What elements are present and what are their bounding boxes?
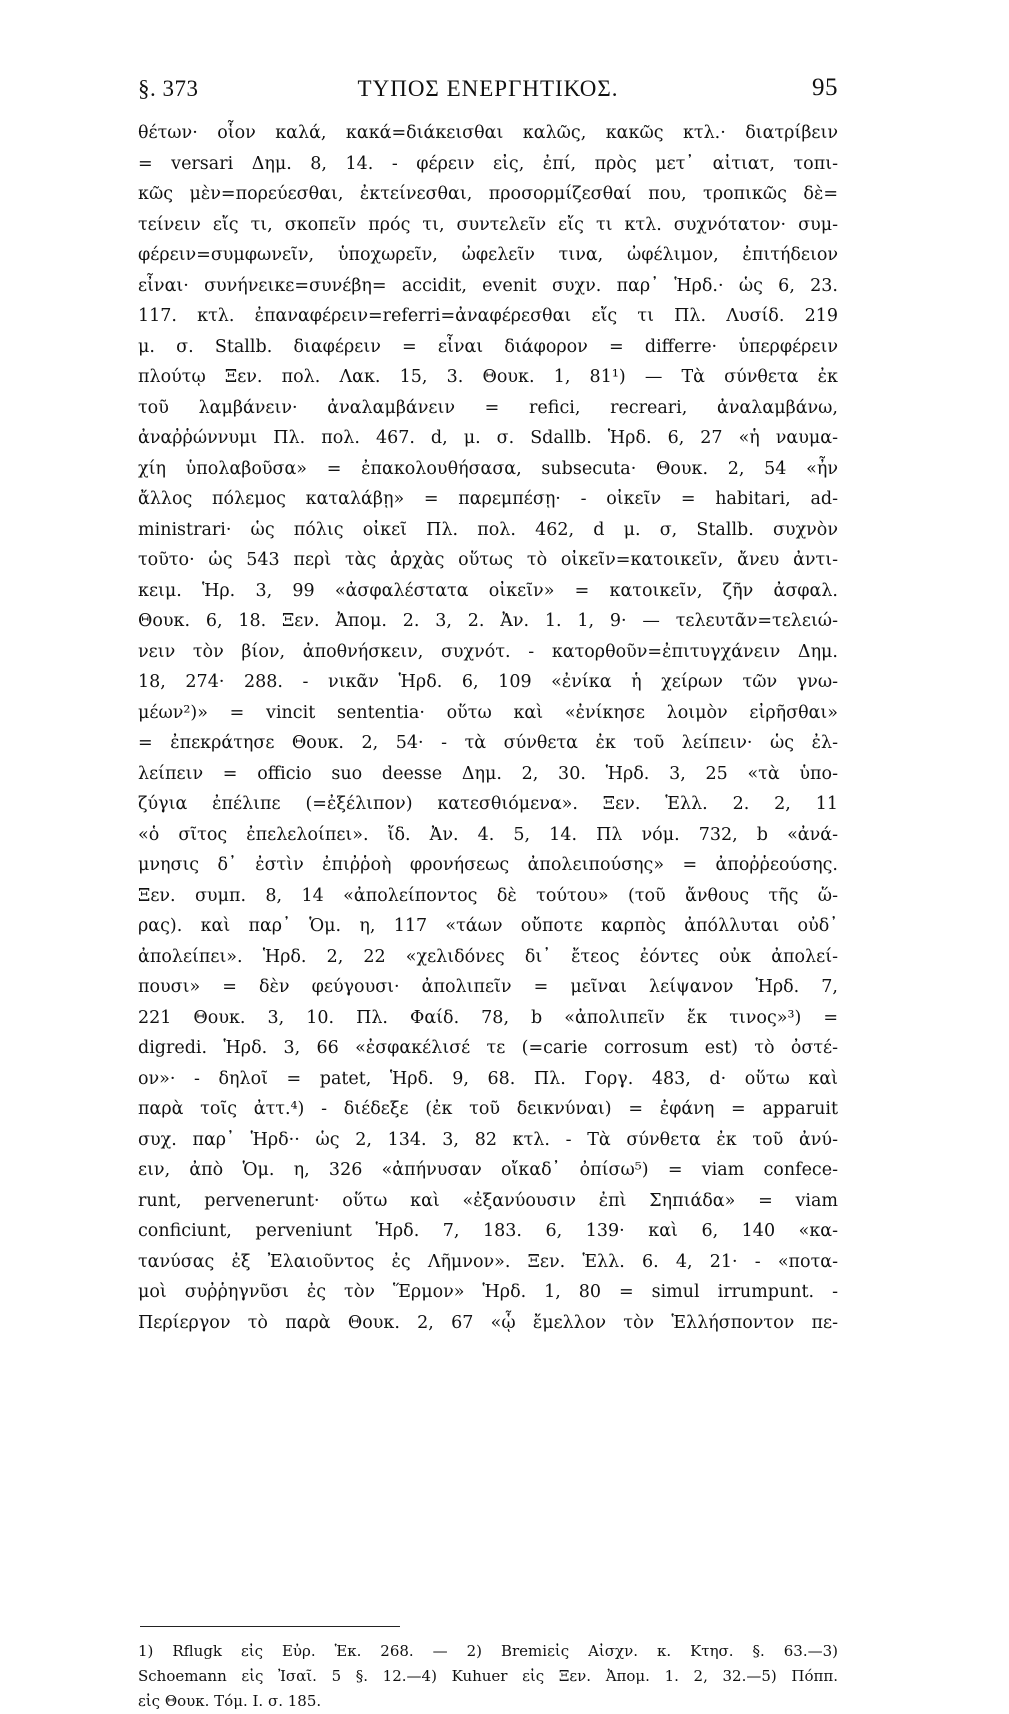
footnote-line: εἰς Θουκ. Τόμ. Ι. σ. 185.	[138, 1692, 322, 1710]
book-page	[138, 74, 838, 1710]
text-line: τείνειν εἴς τι, σκοπεῖν πρός τι, συντελεῖν εἴς τι κτλ. συχνότατον· συμ-	[138, 214, 838, 235]
footnote-line: Schoemann εἰς Ἰσαῖ. 5 §. 12.—4) Kuhuer εἰς Ξεν. Ἀπομ. 1. 2, 32.—5) Πόππ.	[138, 1667, 838, 1685]
text-line: conficiunt, perveniunt Ἡρδ. 7, 183. 6, 139· καὶ 6, 140 «κα-	[138, 1221, 838, 1241]
text-line: συχ. παρ᾽ Ἡρδ·· ὡς 2, 134. 3, 82 κτλ. - Τὰ σύνθετα ἐκ τοῦ ἀνύ-	[138, 1129, 838, 1150]
text-line: 117. κτλ. ἐπαναφέρειν=referri=ἀναφέρεσθαι εἴς τι Πλ. Λυσίδ. 219	[138, 306, 838, 326]
running-title: ΤΥΠΟΣ ΕΝΕΡΓΗΤΙΚΟΣ.	[357, 76, 619, 101]
text-line: θέτων· οἷον καλά, κακά=διάκεισθαι καλῶς, κακῶς κτλ.· διατρίβειν	[138, 123, 838, 143]
page-header	[138, 74, 838, 108]
footnotes	[138, 1639, 838, 1714]
text-line: παρὰ τοῖς ἀττ.⁴) - διέδεξε (ἐκ τοῦ δεικνύναι) = ἐφάνη = apparuit	[138, 1099, 838, 1119]
main-text	[138, 118, 838, 1338]
text-line: λείπειν = officio suo deesse Δημ. 2, 30. Ἡρδ. 3, 25 «τὰ ὑπο-	[138, 763, 838, 784]
text-line: = versari Δημ. 8, 14. - φέρειν εἰς, ἐπί, πρὸς μετ᾽ αἰτιατ, τοπι-	[138, 153, 838, 174]
text-line: Θουκ. 6, 18. Ξεν. Ἀπομ. 2. 3, 2. Ἀν. 1. 1, 9· — τελευτᾶν=τελειώ-	[138, 611, 838, 631]
text-line: runt, pervenerunt· οὕτω καὶ «ἐξανύουσιν ἐπὶ Σηπιάδα» = viam	[138, 1190, 838, 1211]
text-line: ον»· - δηλοῖ = patet, Ἡρδ. 9, 68. Πλ. Γοργ. 483, d· οὕτω καὶ	[138, 1068, 838, 1089]
footnote-line: 1) Rflugk εἰς Εὐρ. Ἑκ. 268. — 2) Bremiεἰς Αἰσχν. κ. Κτησ. §. 63.—3)	[138, 1642, 838, 1660]
text-line: μέων²)» = vincit sententia· οὕτω καὶ «ἐνίκησε λοιμὸν εἰρῆσθαι»	[138, 702, 838, 723]
text-line: κῶς μὲν=πορεύεσθαι, ἐκτείνεσθαι, προσορμίζεσθαί που, τροπικῶς δὲ=	[138, 184, 838, 204]
text-line: νειν τὸν βίον, ἀποθνήσκειν, συχνότ. - κατορθοῦν=ἐπιτυγχάνειν Δημ.	[138, 641, 838, 662]
text-line: «ὁ σῖτος ἐπελελοίπει». ἴδ. Ἀν. 4. 5, 14. Πλ νόμ. 732, b «ἀνά-	[138, 824, 838, 845]
text-line: μ. σ. Stallb. διαφέρειν = εἶναι διάφορον = differre· ὑπερφέρειν	[138, 336, 838, 357]
text-line: μνησις δ᾽ ἐστὶν ἐπιῤῥοὴ φρονήσεως ἀπολειπούσης» = ἀποῤῥεούσης.	[138, 855, 838, 875]
text-line: Περίεργον τὸ παρὰ Θουκ. 2, 67 «ᾧ ἔμελλον τὸν Ἑλλήσποντον πε-	[138, 1312, 838, 1333]
text-line: ρας). καὶ παρ᾽ Ὁμ. η, 117 «τάων οὔποτε καρπὸς ἀπόλλυται οὐδ᾽	[138, 916, 838, 936]
text-line: 221 Θουκ. 3, 10. Πλ. Φαίδ. 78, b «ἀπολιπεῖν ἔκ τινος»³) =	[138, 1007, 838, 1028]
text-line: = ἐπεκράτησε Θουκ. 2, 54· - τὰ σύνθετα ἐκ τοῦ λείπειν· ὡς ἐλ-	[138, 733, 838, 753]
text-line: χίη ὑπολαβοῦσα» = ἐπακολουθήσασα, subsecuta· Θουκ. 2, 54 «ἦν	[138, 458, 838, 479]
text-line: φέρειν=συμφωνεῖν, ὑποχωρεῖν, ὠφελεῖν τινα, ὠφέλιμον, ἐπιτήδειον	[138, 245, 838, 265]
text-line: ἄλλος πόλεμος καταλάβῃ» = παρεμπέσῃ· - οἰκεῖν = habitari, ad-	[138, 489, 838, 509]
text-line: κειμ. Ἡρ. 3, 99 «ἀσφαλέστατα οἰκεῖν» = κατοικεῖν, ζῆν ἀσφαλ.	[138, 580, 838, 601]
text-line: τοῦτο· ὡς 543 περὶ τὰς ἀρχὰς οὕτως τὸ οἰκεῖν=κατοικεῖν, ἄνευ ἀντι-	[138, 550, 838, 570]
text-line: ειν, ἀπὸ Ὁμ. η, 326 «ἀπήνυσαν οἴκαδ᾽ ὀπίσω⁵) = viam confece-	[138, 1160, 838, 1180]
text-line: τανύσας ἐξ Ἐλαιοῦντος ἐς Λῆμνον». Ξεν. Ἑλλ. 6. 4, 21· - «ποτα-	[138, 1251, 838, 1272]
text-line: ἀναῤῥώννυμι Πλ. πολ. 467. d, μ. σ. Sdallb. Ἡρδ. 6, 27 «ἡ ναυμα-	[138, 428, 838, 448]
section-number: §. 373	[138, 76, 199, 101]
text-line: ἀπολείπει». Ἡρδ. 2, 22 «χελιδόνες δι᾽ ἔτεος ἐόντες οὐκ ἀπολεί-	[138, 946, 838, 967]
text-line: μοὶ συῤῥηγνῦσι ἐς τὸν Ἕρμον» Ἡρδ. 1, 80 = simul irrumpunt. -	[138, 1282, 838, 1302]
footnote-separator	[140, 1626, 400, 1627]
text-line: πουσι» = δὲν φεύγουσι· ἀπολιπεῖν = μεῖναι λείψανον Ἡρδ. 7,	[138, 977, 838, 997]
text-line: ministrari· ὡς πόλις οἰκεῖ Πλ. πολ. 462, d μ. σ, Stallb. συχνὸν	[138, 519, 838, 540]
text-line: ζύγια ἐπέλιπε (=ἐξέλιπον) κατεσθιόμενα». Ξεν. Ἑλλ. 2. 2, 11	[138, 794, 838, 814]
page-number: 95	[812, 74, 838, 101]
text-line: τοῦ λαμβάνειν· ἀναλαμβάνειν = refici, recreari, ἀναλαμβάνω,	[138, 397, 838, 418]
text-line: εἶναι· συνήνεικε=συνέβη= accidit, evenit συχν. παρ᾽ Ἡρδ.· ὡς 6, 23.	[138, 275, 838, 296]
text-line: digredi. Ἡρδ. 3, 66 «ἐσφακέλισέ τε (=carie corrosum est) τὸ ὀστέ-	[138, 1038, 838, 1058]
text-line: 18, 274· 288. - νικᾶν Ἡρδ. 6, 109 «ἐνίκα ἡ χείρων τῶν γνω-	[138, 672, 838, 692]
text-line: Ξεν. συμπ. 8, 14 «ἀπολείποντος δὲ τούτου» (τοῦ ἄνθους τῆς ὥ-	[138, 885, 838, 906]
text-line: πλούτῳ Ξεν. πολ. Λακ. 15, 3. Θουκ. 1, 81¹) — Τὰ σύνθετα ἐκ	[138, 367, 838, 387]
